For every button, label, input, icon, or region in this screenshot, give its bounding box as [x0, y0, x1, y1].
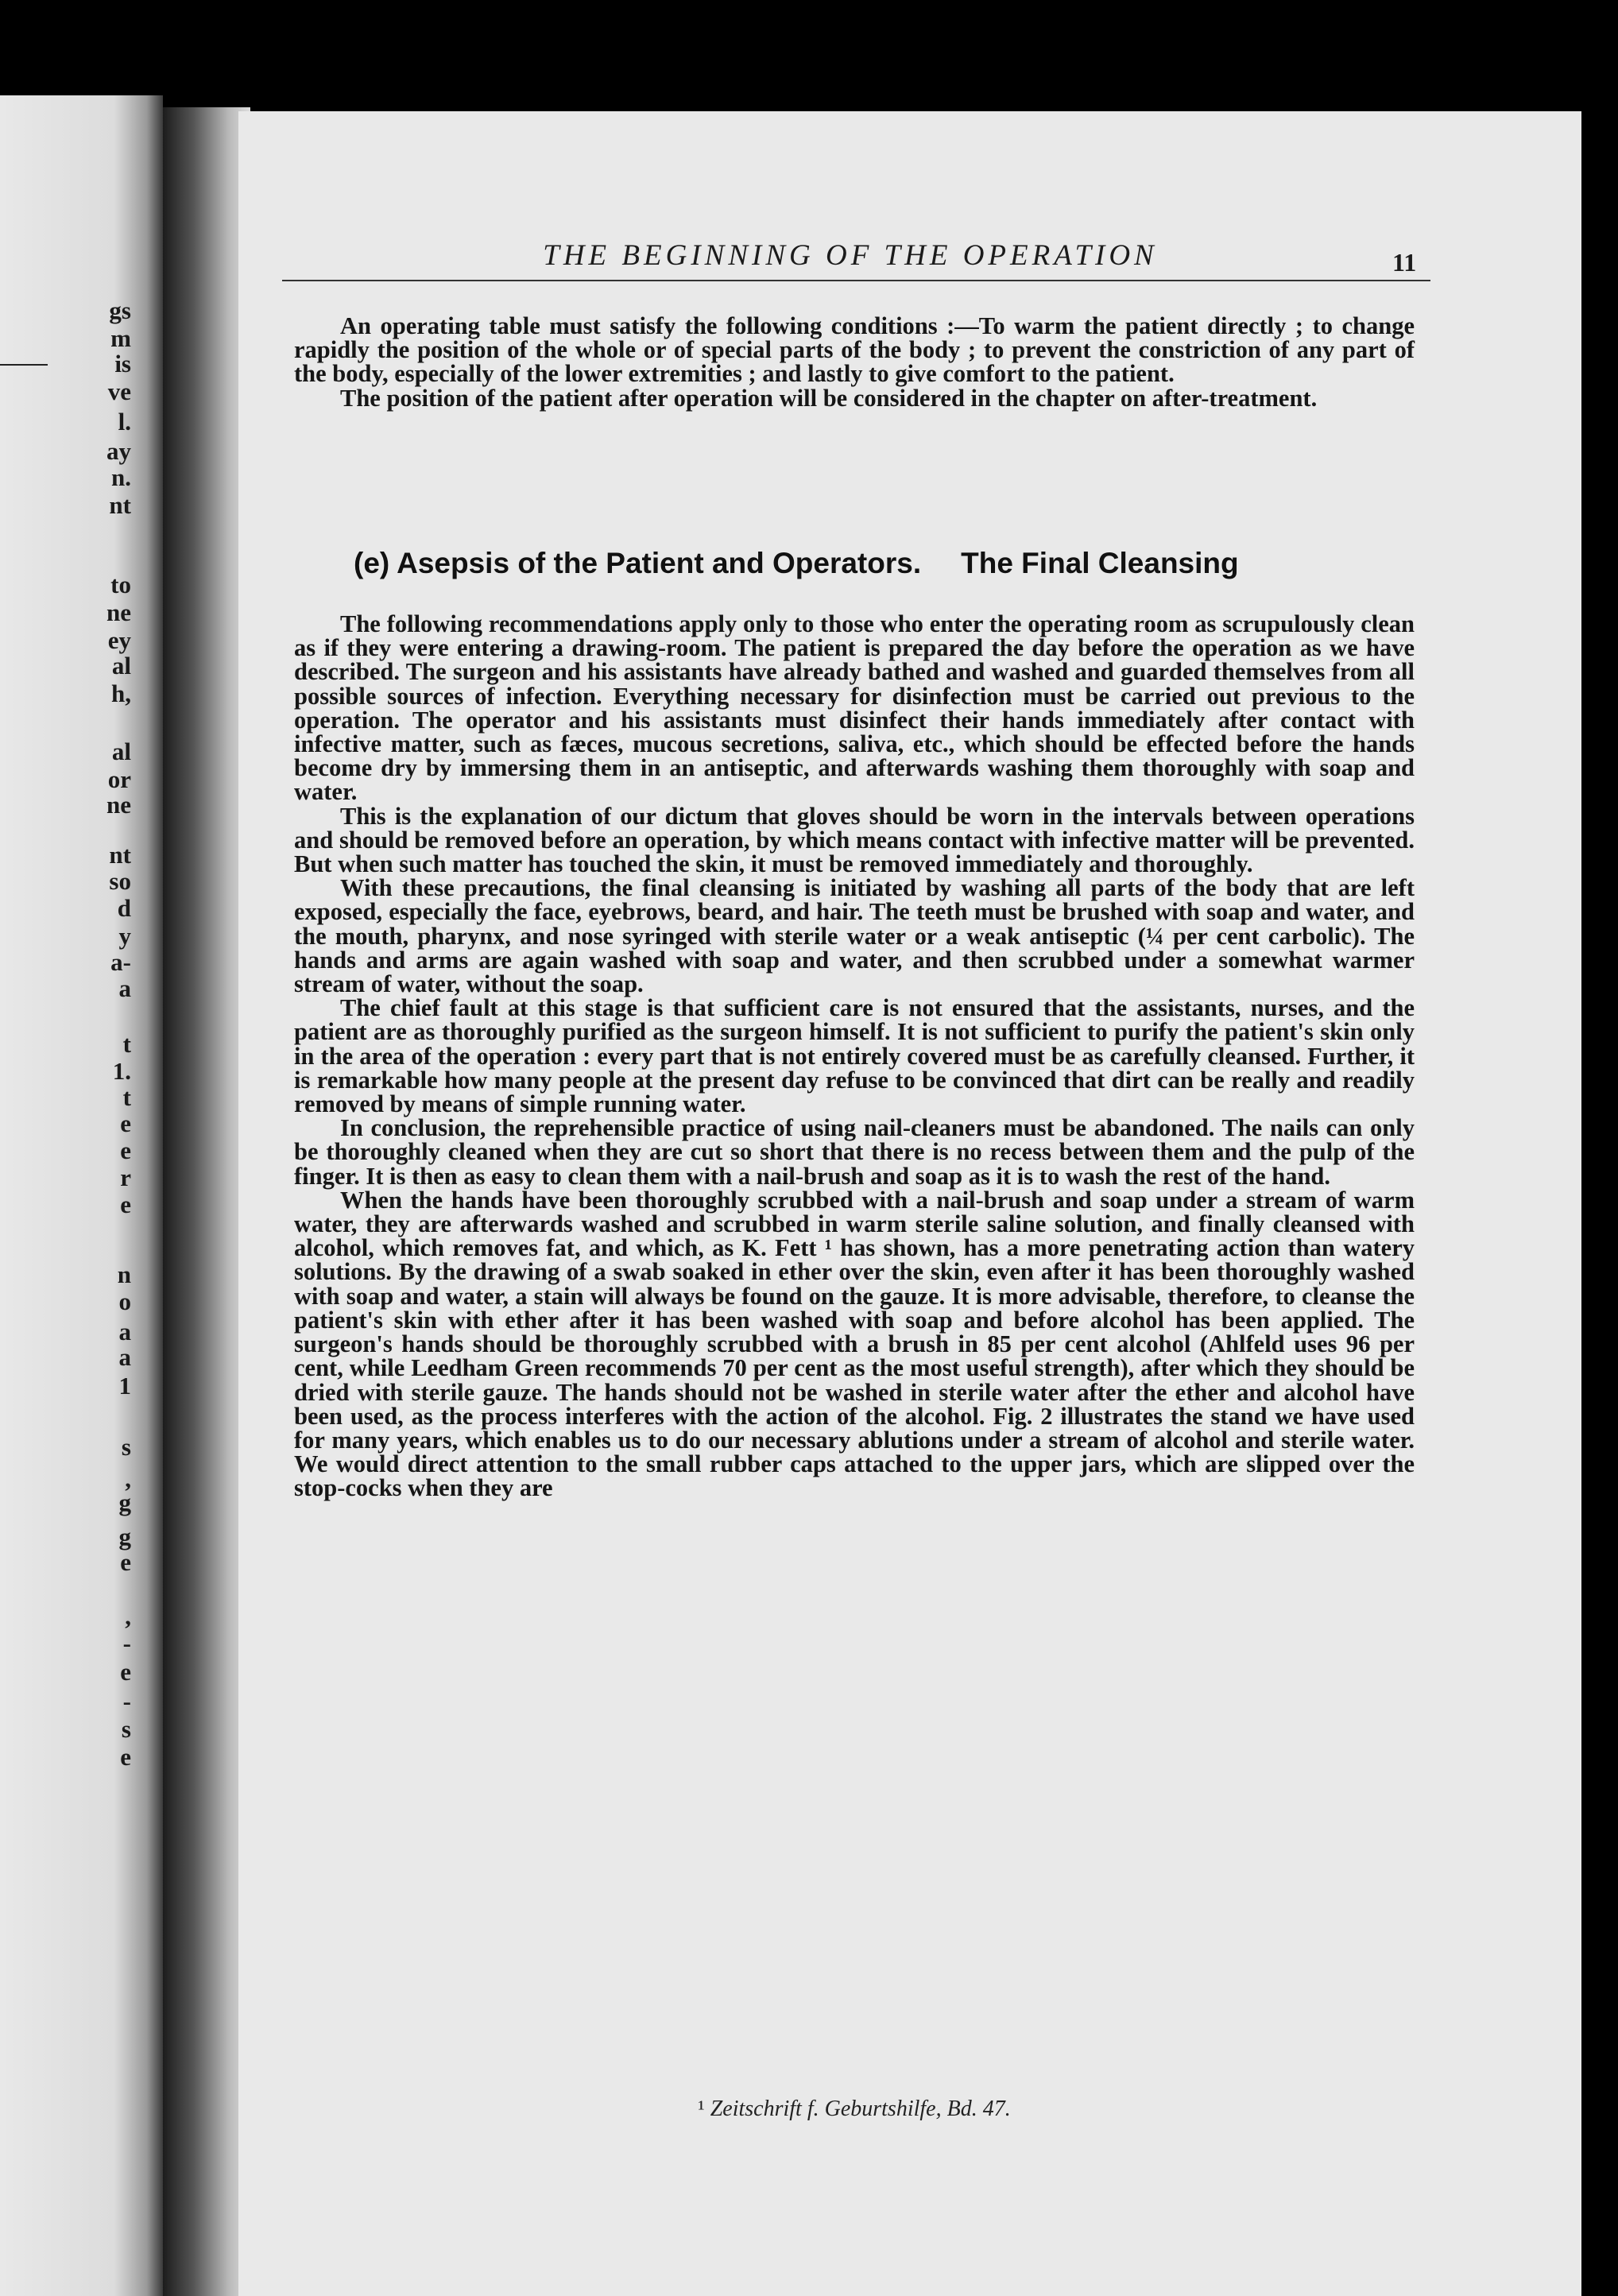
left-page-text-fragment: e	[120, 1743, 131, 1771]
left-page-text-fragment: nt	[109, 841, 131, 869]
left-page-text-fragment: a	[118, 1318, 131, 1345]
paragraph: The following recommendations apply only to those who enter the operating room as scrupulously clean as if they were entering a drawing-room. The patient is prepared the day before the operation as we have described. The surgeon and his assistants have already bathed and washed and guarded themselves from all possible sources of infection. Everything necessary for disinfection must be carried out previous to the operation. The operator and his assistants must disinfect their hands immediately after contact with infective matter, such as fæces, mucous secretions, saliva, etc., which should be effected before the hands become dry by immersing them in an antiseptic, and afterwards washing them thoroughly with soap and water.	[294, 610, 1415, 806]
paragraph: When the hands have been thoroughly scrubbed with a nail-brush and soap under a stream of warm water, they are afterwards washed and scrubbed in warm sterile saline solution, and finally cleansed with alcohol, which removes fat, and which, as K. Fett ¹ has shown, has a more penetrating action than watery solutions. By the drawing of a swab soaked in ether over the skin, even after it has been thoroughly washed with soap and water, a stain will always be found on the gauze. It is more advisable, therefore, to cleanse the patient's skin with ether after it has been washed with soap and before alcohol has been applied. The surgeon's hands should be thoroughly scrubbed with a brush in 85 per cent alcohol (Ahlfeld uses 96 per cent, while Leedham Green recommends 70 per cent as the most useful strength), after which they should be dried with sterile gauze. The hands should not be washed in sterile water after the ether and alcohol have been used, as the process interferes with the action of the alcohol. Fig. 2 illustrates the stand we have used for many years, which enables us to do our necessary ablutions under a stream of alcohol and sterile water. We would direct attention to the small rubber caps attached to the upper jars, which are slipped over the stop-cocks when they are	[294, 1186, 1415, 1502]
footnote-text: Zeitschrift f. Geburtshilfe, Bd. 47.	[710, 2097, 1011, 2121]
left-page-text-fragment: y	[118, 922, 131, 950]
footnote	[294, 2097, 1415, 2122]
section-heading-subtitle: The Final Cleansing	[961, 547, 1239, 579]
left-page-text-fragment: -	[122, 1687, 131, 1715]
left-page-text-fragment: n	[117, 1260, 131, 1288]
left-page-text-fragment: ey	[107, 626, 131, 654]
running-title: THE BEGINNING OF THE OPERATION	[543, 239, 1158, 272]
left-page-text-fragment: s	[121, 1715, 131, 1743]
left-page-text-fragment: ay	[106, 437, 131, 465]
left-page-text-fragment: n.	[111, 463, 131, 491]
left-page-text-fragment: a	[118, 1343, 131, 1371]
page-header	[274, 238, 1426, 273]
left-page-text-fragment: al	[111, 738, 131, 765]
left-page-text-fragment: a	[118, 974, 131, 1002]
left-page-text-fragment: t	[122, 1030, 131, 1058]
left-page-text-fragment: e	[120, 1109, 131, 1137]
left-page-text-fragment: s	[121, 1433, 131, 1461]
left-page-text-fragment: ,	[125, 1602, 131, 1630]
section-text	[294, 612, 1415, 1500]
left-page-text-fragment: ne	[106, 791, 131, 819]
left-page-text-fragment: al	[111, 652, 131, 680]
left-page-text-fragment: 1	[118, 1372, 131, 1400]
left-page-text-fragment: ve	[107, 378, 131, 405]
left-page-text-fragment: e	[120, 1191, 131, 1218]
left-page-text-fragment: to	[110, 571, 131, 598]
paragraph: The chief fault at this stage is that sufficient care is not ensured that the assistants, nurses, and the patient are as thoroughly purified as the surgeon himself. It is not sufficient to purify the patient's skin only in the area of the operation : every part that is not entirely covered must be as carefully cleansed. Further, it is remarkable how many people at the present day refuse to be convinced that dirt can be really and readily removed by means of simple running water.	[294, 994, 1415, 1118]
left-page-text-fragment: nt	[109, 491, 131, 519]
footnote-marker: ¹	[698, 2097, 705, 2121]
left-page-text-fragment: gs	[109, 296, 131, 324]
section-heading	[354, 547, 1426, 580]
left-page-text-fragment: d	[117, 894, 131, 922]
paragraph: The position of the patient after operation will be considered in the chapter on after-treatment.	[340, 384, 1318, 412]
left-page-text-fragment: e	[120, 1136, 131, 1164]
left-page-text-fragment: or	[107, 765, 131, 793]
left-page-text-fragment: g	[118, 1489, 131, 1516]
left-page-text-fragment: m	[110, 324, 131, 352]
left-page-text-fragment: ne	[106, 598, 131, 626]
paragraph: In conclusion, the reprehensible practice of using nail-cleaners must be abandoned. The nails can only be thoroughly cleaned when they are cut so short that there is no recess between them and the pulp of the finger. It is then as easy to clean them with a nail-brush and soap as it is to wash the rest of the hand.	[294, 1114, 1415, 1190]
left-page-text-fragment: r	[120, 1163, 131, 1191]
page-number: 11	[1392, 248, 1417, 277]
left-page-text-fragment: a-	[110, 948, 131, 976]
intro-text	[294, 314, 1415, 410]
left-page-text-fragment: l.	[118, 408, 131, 436]
left-page-text-fragment: t	[122, 1083, 131, 1111]
left-page-text-fragment: ,	[125, 1465, 131, 1493]
section-heading-title: (e) Asepsis of the Patient and Operators.	[354, 547, 922, 579]
book-gutter-shadow	[163, 107, 250, 2296]
left-page-text-fragment: so	[109, 867, 131, 895]
left-page-text-fragment: e	[120, 1548, 131, 1576]
left-page-text-fragment: is	[114, 350, 131, 378]
paragraph: An operating table must satisfy the following conditions :—To warm the patient directly ; to change rapidly the position of the whole or of special parts of the body ; to prevent the constriction of any part of the body, especially of the lower extremities ; and lastly to give comfort to the patient.	[294, 312, 1415, 388]
header-rule	[282, 280, 1430, 281]
paragraph: This is the explanation of our dictum that gloves should be worn in the intervals between operations and should be removed before an operation, by which means contact with infective matter will be prevented. But when such matter has touched the skin, it must be removed immediately and thoroughly.	[294, 802, 1415, 878]
paragraph: With these precautions, the final cleansing is initiated by washing all parts of the body that are left exposed, especially the face, eyebrows, beard, and hair. The teeth must be brushed with soap and water, and the mouth, pharynx, and nose syringed with sterile water or a weak antiseptic (¼ per cent carbolic). The hands and arms are again washed with soap and water, and then scrubbed under a somewhat warmer stream of water, without the soap.	[294, 874, 1415, 998]
left-page-text-fragment: o	[118, 1287, 131, 1315]
left-page-text-fragment: 1.	[112, 1057, 131, 1085]
left-page-text-fragment: g	[118, 1523, 131, 1551]
left-page-text-fragment: h,	[111, 680, 131, 707]
left-page-text-fragment: -	[122, 1629, 131, 1657]
left-page-text-fragment: e	[120, 1658, 131, 1686]
